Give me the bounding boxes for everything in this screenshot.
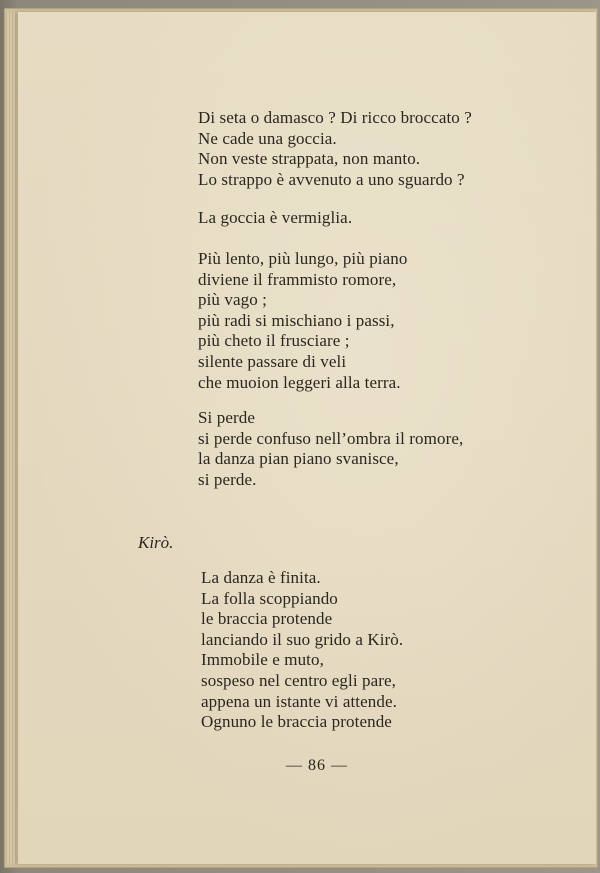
- stanza-4: [198, 408, 463, 490]
- verse-line: lanciando il suo grido a Kirò.: [201, 629, 404, 649]
- verse-line: silente passare di veli: [198, 351, 347, 371]
- verse-line: Non veste strappata, non manto.: [198, 149, 421, 169]
- verse-line: più vago ;: [198, 290, 267, 310]
- verse-line: si perde confuso nell’ombra il romore,: [198, 428, 464, 448]
- verse-line: diviene il frammisto romore,: [198, 269, 397, 289]
- verse-line: La folla scoppiando: [201, 588, 338, 608]
- speaker-stanza: [201, 568, 403, 733]
- page-number: — 86 —: [286, 757, 348, 774]
- verse-line: La goccia è vermiglia.: [198, 208, 353, 227]
- stanza-2: [198, 208, 352, 229]
- book-page: [18, 12, 596, 864]
- verse-line: la danza pian piano svanisce,: [198, 449, 399, 469]
- verse-line: più cheto il frusciare ;: [198, 331, 350, 351]
- verse-line: Di seta o damasco ? Di ricco broccato ?: [198, 108, 472, 127]
- verse-line: le braccia protende: [201, 609, 333, 629]
- verse-line: Lo strappo è avvenuto a uno sguardo ?: [198, 169, 465, 189]
- verse-line: Immobile e muto,: [201, 650, 324, 670]
- verse-line: Ognuno le braccia protende: [201, 712, 392, 732]
- verse-line: Più lento, più lungo, più piano: [198, 249, 408, 268]
- verse-line: che muoion leggeri alla terra.: [198, 372, 401, 392]
- verse-line: Si perde: [198, 408, 255, 427]
- verse-line: appena un istante vi attende.: [201, 691, 397, 711]
- verse-line: La danza è finita.: [201, 568, 321, 587]
- verse-line: più radi si mischiano i passi,: [198, 310, 395, 330]
- speaker-name: Kirò.: [138, 533, 174, 552]
- verse-line: si perde.: [198, 469, 257, 489]
- verse-line: Ne cade una goccia.: [198, 128, 337, 148]
- stanza-3: [198, 249, 407, 393]
- verse-line: sospeso nel centro egli pare,: [201, 670, 397, 690]
- stanza-1: [198, 108, 472, 190]
